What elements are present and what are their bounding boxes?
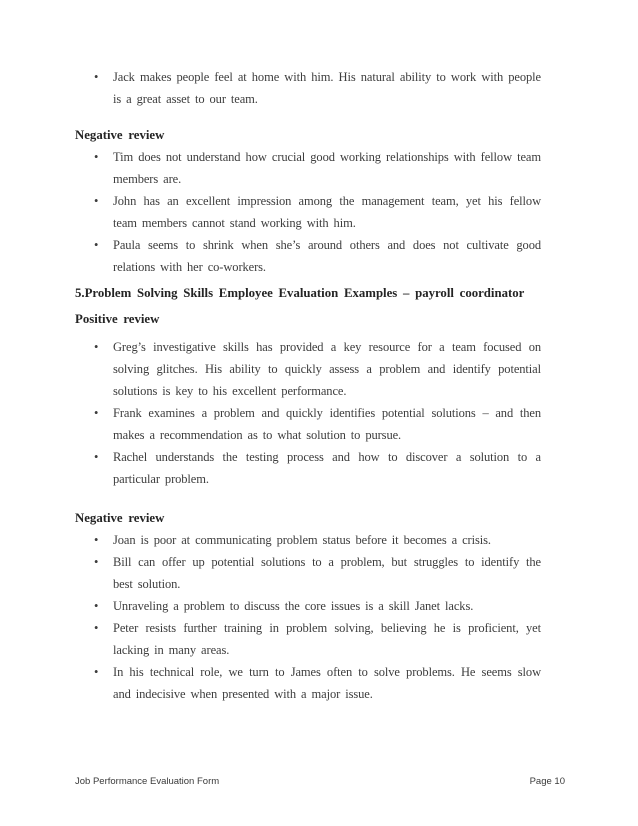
- bullet-item: [94, 446, 541, 490]
- bullet-list-problem-solving-negative: [75, 529, 541, 705]
- bullet-item: [94, 661, 541, 705]
- bullet-marker-icon: •: [94, 621, 99, 635]
- footer-page-number: Page 10: [529, 776, 565, 787]
- bullet-marker-icon: •: [94, 238, 99, 252]
- bullet-text: Unraveling a problem to discuss the core issues is a skill Janet lacks.: [113, 599, 474, 613]
- footer-document-title: Job Performance Evaluation Form: [75, 776, 220, 787]
- bullet-marker-icon: •: [94, 665, 99, 679]
- bullet-item: [94, 66, 541, 110]
- bullet-item: [94, 234, 541, 278]
- bullet-marker-icon: •: [94, 533, 99, 547]
- document-content: [75, 66, 541, 705]
- bullet-text: Frank examines a problem and quickly identifies potential solutions – and then makes a recommendation as to what solution to pursue.: [113, 406, 541, 442]
- bullet-marker-icon: •: [94, 70, 99, 84]
- bullet-text: John has an excellent impression among the management team, yet his fellow team members cannot stand working with him.: [113, 194, 541, 230]
- bullet-text: Jack makes people feel at home with him. His natural ability to work with people is a great asset to our team.: [113, 70, 541, 106]
- bullet-text: Bill can offer up potential solutions to a problem, but struggles to identify the best solution.: [113, 555, 541, 591]
- bullet-item: [94, 595, 541, 617]
- bullet-item: [94, 529, 541, 551]
- bullet-text: Peter resists further training in problem solving, believing he is proficient, yet lacking in many areas.: [113, 621, 541, 657]
- bullet-marker-icon: •: [94, 194, 99, 208]
- bullet-text: Greg’s investigative skills has provided a key resource for a team focused on solving glitches. His ability to quickly assess a problem and identify potential solutions is key to his excellent performance.: [113, 340, 541, 398]
- bullet-marker-icon: •: [94, 599, 99, 613]
- bullet-marker-icon: •: [94, 450, 99, 464]
- bullet-item: [94, 336, 541, 402]
- bullet-marker-icon: •: [94, 150, 99, 164]
- bullet-list-teamwork-positive: [75, 66, 541, 110]
- section-heading-negative-review-1: Negative review: [75, 128, 165, 142]
- bullet-item: [94, 551, 541, 595]
- page-footer: [75, 774, 565, 790]
- bullet-text: Tim does not understand how crucial good working relationships with fellow team members are.: [113, 150, 541, 186]
- section-heading-negative-review-2: Negative review: [75, 511, 165, 525]
- bullet-text: In his technical role, we turn to James often to solve problems. He seems slow and indecisive when presented with a major issue.: [113, 665, 541, 701]
- bullet-text: Paula seems to shrink when she’s around others and does not cultivate good relations with her co-workers.: [113, 238, 541, 274]
- bullet-marker-icon: •: [94, 555, 99, 569]
- section-heading-problem-solving: 5.Problem Solving Skills Employee Evaluation Examples – payroll coordinator: [75, 286, 525, 300]
- bullet-item: [94, 146, 541, 190]
- section-heading-positive-review: Positive review: [75, 312, 160, 326]
- bullet-marker-icon: •: [94, 340, 99, 354]
- bullet-item: [94, 190, 541, 234]
- bullet-item: [94, 402, 541, 446]
- bullet-item: [94, 617, 541, 661]
- bullet-list-problem-solving-positive: [75, 336, 541, 490]
- bullet-marker-icon: •: [94, 406, 99, 420]
- bullet-text: Rachel understands the testing process and how to discover a solution to a particular problem.: [113, 450, 541, 486]
- bullet-text: Joan is poor at communicating problem status before it becomes a crisis.: [113, 533, 491, 547]
- bullet-list-teamwork-negative: [75, 146, 541, 278]
